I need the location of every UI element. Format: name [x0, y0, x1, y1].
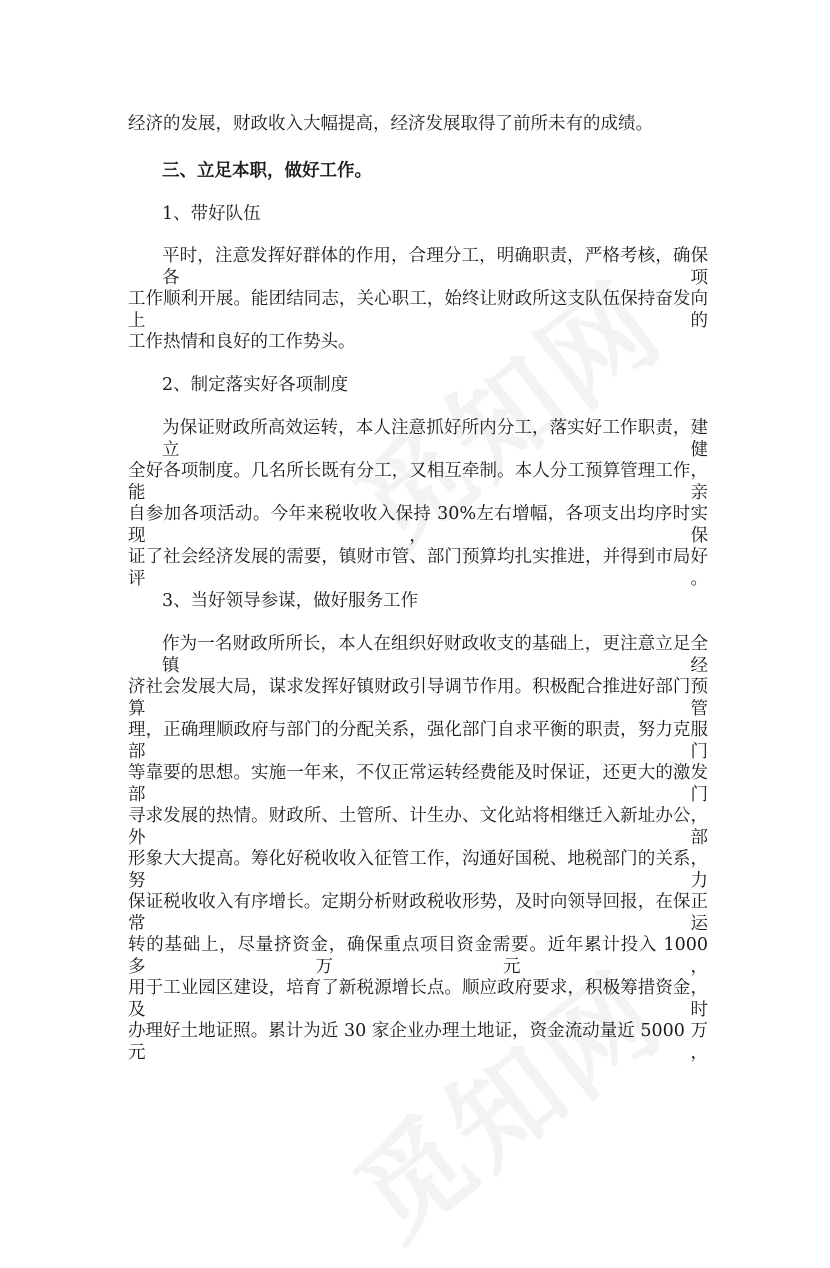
paragraph-line: 工作热情和良好的工作势头。 — [128, 332, 356, 352]
paragraph-line: 等靠要的思想。实施一年来，不仅正常运转经费能及时保证，还更大的激发部门 — [128, 763, 708, 805]
paragraph-line: 转的基础上，尽量挤资金，确保重点项目资金需要。近年累计投入 1000 多万元， — [128, 935, 708, 977]
paragraph-line: 平时，注意发挥好群体的作用，合理分工，明确职责，严格考核，确保各项 — [162, 246, 708, 288]
section-heading: 三、立足本职，做好工作。 — [162, 161, 372, 181]
paragraph-line: 作为一名财政所所长，本人在组织好财政收支的基础上，更注意立足全镇经 — [162, 634, 708, 676]
paragraph-line: 济社会发展大局，谋求发挥好镇财政引导调节作用。积极配合推进好部门预算管 — [128, 677, 708, 719]
paragraph-line: 用于工业园区建设，培育了新税源增长点。顺应政府要求，积极筹措资金，及时 — [128, 978, 708, 1020]
paragraph-line: 寻求发展的热情。财政所、土管所、计生办、文化站将相继迁入新址办公，外部 — [128, 806, 708, 848]
paragraph-line: 为保证财政所高效运转，本人注意抓好所内分工，落实好工作职责，建立健 — [162, 418, 708, 460]
paragraph-line: 全好各项制度。几名所长既有分工，又相互牵制。本人分工预算管理工作，能亲 — [128, 461, 708, 503]
paragraph-line: 办理好土地证照。累计为近 30 家企业办理土地证，资金流动量近 5000 万元， — [128, 1021, 708, 1063]
paragraph-line: 理，正确理顺政府与部门的分配关系，强化部门自求平衡的职责，努力克服部门 — [128, 720, 708, 762]
paragraph-line: 自参加各项活动。今年来税收收入保持 30%左右增幅，各项支出均序时实现，保 — [128, 504, 708, 546]
paragraph-line: 经济的发展，财政收入大幅提高，经济发展取得了前所未有的成绩。 — [128, 114, 653, 134]
paragraph-line: 证了社会经济发展的需要，镇财市管、部门预算均扎实推进，并得到市局好评。 — [128, 547, 708, 589]
subsection-heading: 3、当好领导参谋，做好服务工作 — [162, 591, 419, 611]
paragraph-line: 保证税收收入有序增长。定期分析财政税收形势，及时向领导回报，在保正常运 — [128, 892, 708, 934]
paragraph-line: 工作顺利开展。能团结同志，关心职工，始终让财政所这支队伍保持奋发向上的 — [128, 289, 708, 331]
subsection-heading: 1、带好队伍 — [162, 204, 261, 224]
subsection-heading: 2、制定落实好各项制度 — [162, 375, 349, 395]
paragraph-line: 形象大大提高。筹化好税收收入征管工作，沟通好国税、地税部门的关系，努力 — [128, 849, 708, 891]
